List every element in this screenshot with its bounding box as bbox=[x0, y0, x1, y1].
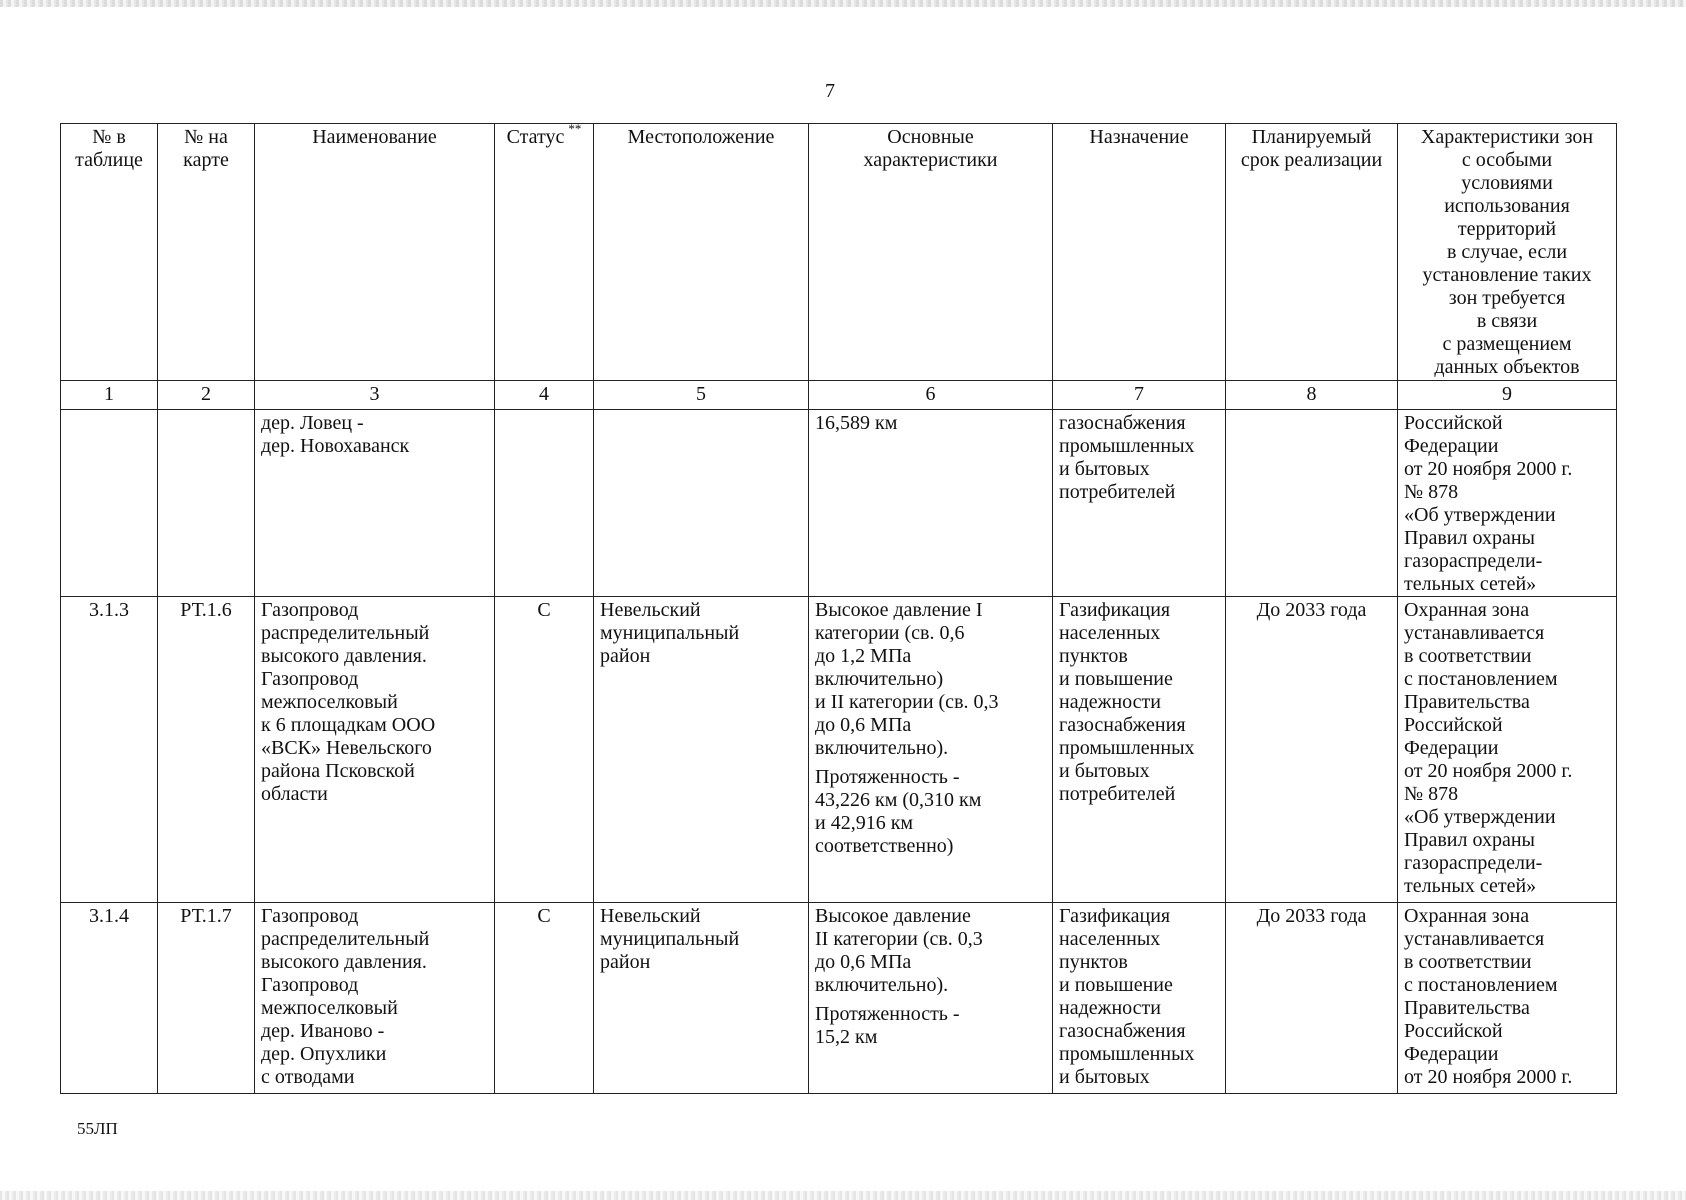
header-term: Планируемый срок реализации bbox=[1226, 124, 1398, 381]
characteristics-length: Протяженность - 15,2 км bbox=[815, 1003, 960, 1048]
table-row bbox=[61, 903, 1617, 1094]
header-row bbox=[61, 124, 1617, 381]
cell-status: С bbox=[495, 903, 594, 1094]
cell-location: Невельский муниципальный район bbox=[594, 597, 809, 903]
cell-status bbox=[495, 410, 594, 597]
scan-edge-bottom bbox=[0, 1191, 1686, 1200]
cell-location: Невельский муниципальный район bbox=[594, 903, 809, 1094]
status-footnote-mark: ** bbox=[568, 123, 582, 136]
column-number: 1 bbox=[61, 381, 158, 410]
cell-location bbox=[594, 410, 809, 597]
cell-table-no: 3.1.3 bbox=[61, 597, 158, 903]
cell-table-no bbox=[61, 410, 158, 597]
cell-map-no: РТ.1.7 bbox=[158, 903, 255, 1094]
cell-table-no: 3.1.4 bbox=[61, 903, 158, 1094]
characteristics-pressure: Высокое давление II категории (св. 0,3 до 0,6 МПа включительно). bbox=[815, 905, 983, 996]
cell-zone: Охранная зона устанавливается в соответствии с постановлением Правительства Российской Федерации от 20 ноября 2000 г. bbox=[1398, 903, 1617, 1094]
scan-edge-top bbox=[0, 0, 1686, 7]
cell-name: Газопровод распределительный высокого давления. Газопровод межпоселковый дер. Иваново - дер. Опухлики с отводами bbox=[255, 903, 495, 1094]
column-number-row bbox=[61, 381, 1617, 410]
header-purpose: Назначение bbox=[1053, 124, 1226, 381]
cell-purpose: газоснабжения промышленных и бытовых потребителей bbox=[1053, 410, 1226, 597]
header-location: Местоположение bbox=[594, 124, 809, 381]
header-characteristics: Основные характеристики bbox=[809, 124, 1053, 381]
characteristics-text: 16,589 км bbox=[815, 412, 898, 434]
column-number: 3 bbox=[255, 381, 495, 410]
cell-name: Газопровод распределительный высокого давления. Газопровод межпоселковый к 6 площадкам ООО «ВСК» Невельского района Псковской области bbox=[255, 597, 495, 903]
cell-map-no: РТ.1.6 bbox=[158, 597, 255, 903]
column-number: 5 bbox=[594, 381, 809, 410]
cell-term bbox=[1226, 410, 1398, 597]
column-number: 8 bbox=[1226, 381, 1398, 410]
column-number: 7 bbox=[1053, 381, 1226, 410]
cell-term: До 2033 года bbox=[1226, 597, 1398, 903]
cell-zone: Охранная зона устанавливается в соответствии с постановлением Правительства Российской Федерации от 20 ноября 2000 г. № 878 «Об утверждении Правил охраны газораспредели- тельных сетей» bbox=[1398, 597, 1617, 903]
header-map-no: № на карте bbox=[158, 124, 255, 381]
header-zone: Характеристики зон с особыми условиями использования территорий в случае, если установление таких зон требуется в связи с размещением данных объектов bbox=[1398, 124, 1617, 381]
header-table-no: № в таблице bbox=[61, 124, 158, 381]
column-number: 6 bbox=[809, 381, 1053, 410]
cell-characteristics bbox=[809, 410, 1053, 597]
objects-table bbox=[60, 123, 1617, 1094]
cell-characteristics bbox=[809, 903, 1053, 1094]
cell-status: С bbox=[495, 597, 594, 903]
cell-zone: Российской Федерации от 20 ноября 2000 г. № 878 «Об утверждении Правил охраны газораспредели- тельных сетей» bbox=[1398, 410, 1617, 597]
characteristics-pressure: Высокое давление I категории (св. 0,6 до 1,2 МПа включительно) и II категории (св. 0,3 до 0,6 МПа включительно). bbox=[815, 599, 999, 759]
column-number: 4 bbox=[495, 381, 594, 410]
characteristics-length: Протяженность - 43,226 км (0,310 км и 42,916 км соответственно) bbox=[815, 766, 982, 857]
cell-purpose: Газификация населенных пунктов и повышение надежности газоснабжения промышленных и бытовых потребителей bbox=[1053, 597, 1226, 903]
header-name: Наименование bbox=[255, 124, 495, 381]
cell-term: До 2033 года bbox=[1226, 903, 1398, 1094]
cell-name: дер. Ловец - дер. Новохаванск bbox=[255, 410, 495, 597]
table-row bbox=[61, 597, 1617, 903]
header-status-label: Статус bbox=[506, 126, 565, 148]
cell-purpose: Газификация населенных пунктов и повышение надежности газоснабжения промышленных и бытовых bbox=[1053, 903, 1226, 1094]
footer-code: 55ЛП bbox=[77, 1119, 118, 1138]
cell-characteristics bbox=[809, 597, 1053, 903]
header-status bbox=[495, 124, 594, 381]
cell-map-no bbox=[158, 410, 255, 597]
column-number: 9 bbox=[1398, 381, 1617, 410]
page-number: 7 bbox=[825, 80, 835, 102]
column-number: 2 bbox=[158, 381, 255, 410]
table-row bbox=[61, 410, 1617, 597]
